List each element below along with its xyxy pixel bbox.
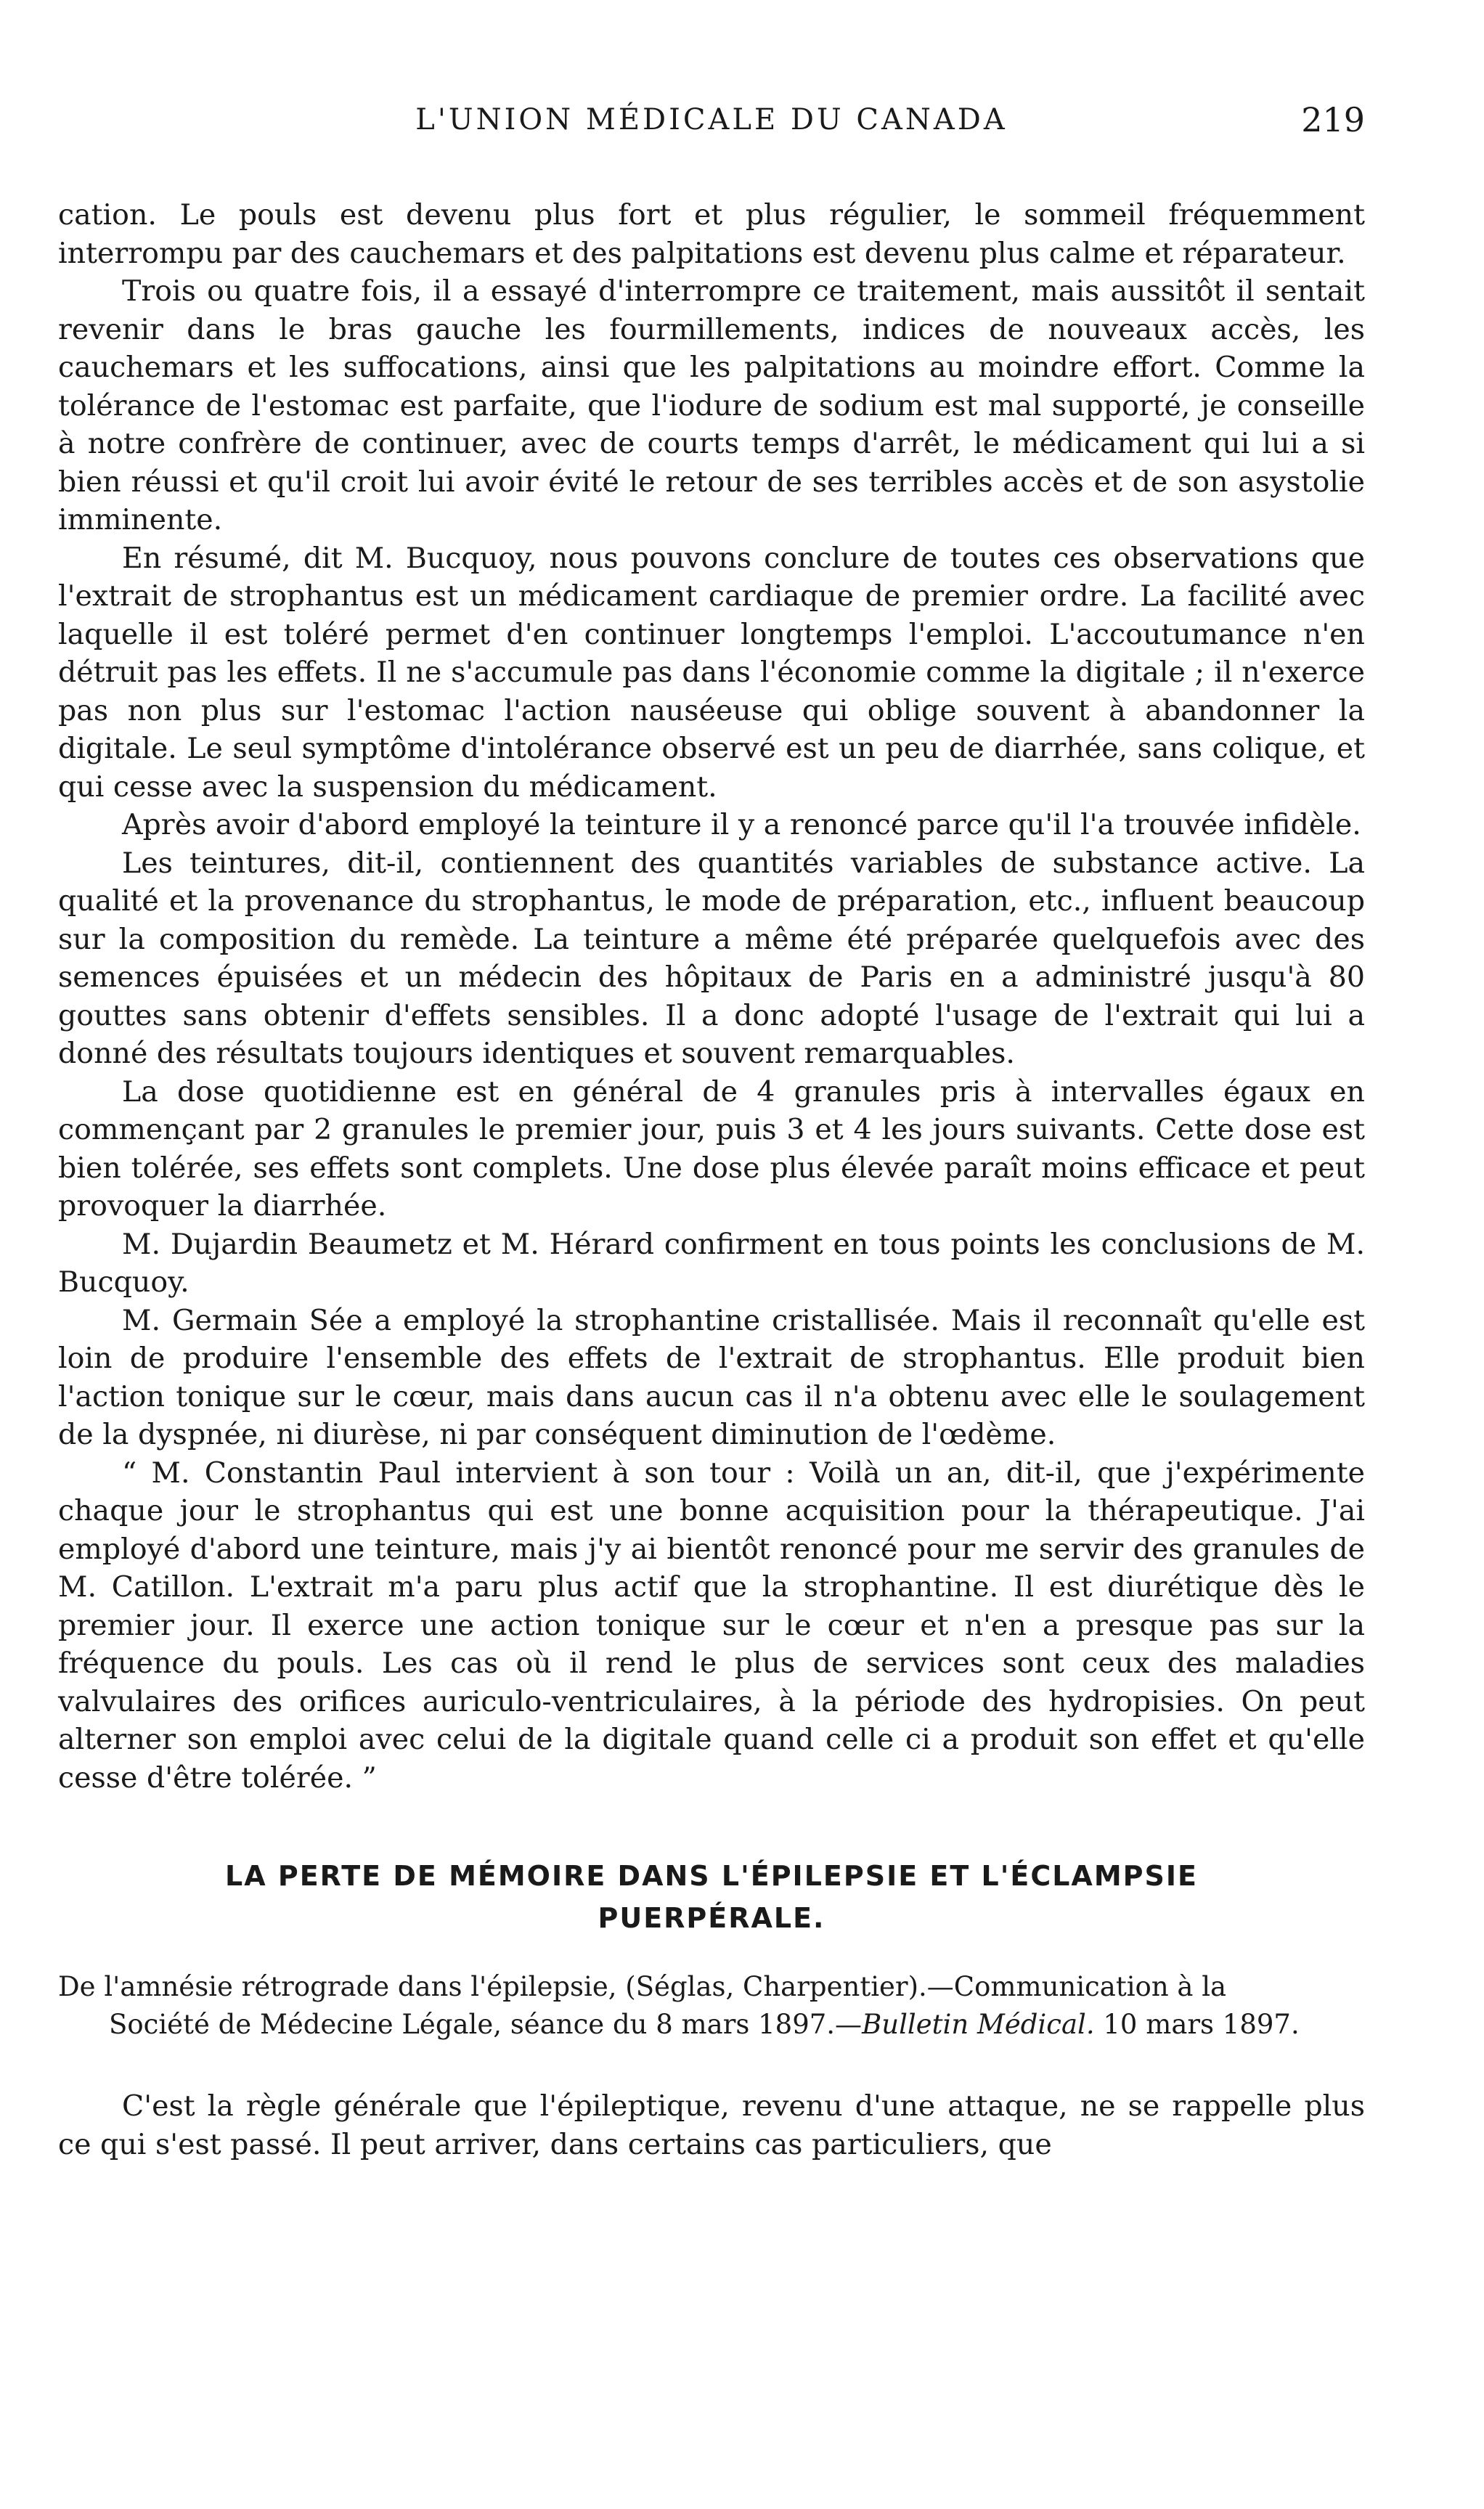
document-page [58, 87, 1365, 2163]
paragraph: cation. Le pouls est devenu plus fort et plus régulier, le sommeil fréquemment interrompu par des cauchemars et des palpitations est devenu plus calme et réparateur. [58, 198, 1365, 270]
running-head [58, 87, 1365, 152]
reference-date: 10 mars 1897. [1094, 2009, 1300, 2040]
paragraph: Les teintures, dit-il, contiennent des quantités variables de substance active. La qualité et la provenance du strophantus, le mode de préparation, etc., influent beaucoup sur la composition du remède. La teinture a même été préparée quelquefois avec des semences épuisées et un médecin des hôpitaux de Paris en a administré jusqu'à 80 gouttes sans obtenir d'effets sensibles. Il a donc adopté l'usage de l'extrait qui lui a donné des résultats toujours identiques et souvent remarquables. [58, 846, 1365, 1070]
reference-line-2 [58, 2006, 1365, 2044]
page-number: 219 [1301, 100, 1365, 139]
paragraph: M. Germain Sée a employé la strophantine cristallisée. Mais il reconnaît qu'elle est loin de produire l'ensemble des effets de l'extrait de strophantus. Elle produit bien l'action tonique sur le cœur, mais dans aucun cas il n'a obtenu avec elle le soulagement de la dyspnée, ni diurèse, ni par conséquent diminution de l'œdème. [58, 1303, 1365, 1451]
reference-line-1: De l'amnésie rétrograde dans l'épilepsie, (Séglas, Charpentier).—Communication à la [58, 1971, 1227, 2002]
paragraph: Après avoir d'abord employé la teinture il y a renoncé parce qu'il l'a trouvée infidèle. [122, 808, 1361, 841]
reference-journal: Bulletin Médical. [862, 2009, 1095, 2040]
paragraph: En résumé, dit M. Bucquoy, nous pouvons conclure de toutes ces observations que l'extrait de strophantus est un médicament cardiaque de premier ordre. La facilité avec laquelle il est toléré permet d'en continuer longtemps l'emploi. L'accoutumance n'en détruit pas les effets. Il ne s'accumule pas dans l'économie comme la digitale ; il n'exerce pas non plus sur l'estomac l'action nauséeuse qui oblige souvent à abandonner la digitale. Le seul symptôme d'intolérance observé est un peu de diarrhée, sans colique, et qui cesse avec la suspension du médicament. [58, 541, 1365, 804]
paragraph: M. Dujardin Beaumetz et M. Hérard confirment en tous points les conclusions de M. Bucquoy. [58, 1227, 1365, 1299]
section-title [58, 1855, 1365, 1939]
section-body [58, 2087, 1365, 2163]
article-body [58, 196, 1365, 1797]
paragraph: Trois ou quatre fois, il a essayé d'interrompre ce traitement, mais aussitôt il sentait revenir dans le bras gauche les fourmillements, indices de nouveaux accès, les cauchemars et les suffocations, ainsi que les palpitations au moindre effort. Comme la tolérance de l'estomac est parfaite, que l'iodure de sodium est mal supporté, je conseille à notre confrère de continuer, avec de courts temps d'arrêt, le médicament qui lui a si bien réussi et qu'il croit lui avoir évité le retour de ses terribles accès et de son asystolie imminente. [58, 274, 1365, 537]
paragraph: La dose quotidienne est en général de 4 granules pris à intervalles égaux en commençant par 2 granules le premier jour, puis 3 et 4 les jours suivants. Cette dose est bien tolérée, ses effets sont complets. Une dose plus élevée paraît moins efficace et peut provoquer la diarrhée. [58, 1074, 1365, 1223]
running-title: L'UNION MÉDICALE DU CANADA [415, 103, 1008, 136]
bibliographic-reference [58, 1968, 1365, 2044]
reference-source: Société de Médecine Légale, séance du 8 mars 1897.— [109, 2009, 863, 2040]
section-title-line-2: PUERPÉRALE. [598, 1902, 825, 1934]
section-title-line-1: LA PERTE DE MÉMOIRE DANS L'ÉPILEPSIE ET L'ÉCLAMPSIE [225, 1860, 1198, 1892]
paragraph: C'est la règle générale que l'épileptique, revenu d'une attaque, ne se rappelle plus ce qui s'est passé. Il peut arriver, dans certains cas particuliers, que [58, 2089, 1365, 2161]
paragraph: “ M. Constantin Paul intervient à son tour : Voilà un an, dit-il, que j'expérimente chaque jour le strophantus qui est une bonne acquisition pour la thérapeutique. J'ai employé d'abord une teinture, mais j'y ai bientôt renoncé pour me servir des granules de M. Catillon. L'extrait m'a paru plus actif que la strophantine. Il est diurétique dès le premier jour. Il exerce une action tonique sur le cœur et n'en a presque pas sur la fréquence du pouls. Les cas où il rend le plus de services sont ceux des maladies valvulaires des orifices auriculo-ventriculaires, à la période des hydropisies. On peut alterner son emploi avec celui de la digitale quand celle ci a produit son effet et qu'elle cesse d'être tolérée. ” [58, 1456, 1365, 1795]
